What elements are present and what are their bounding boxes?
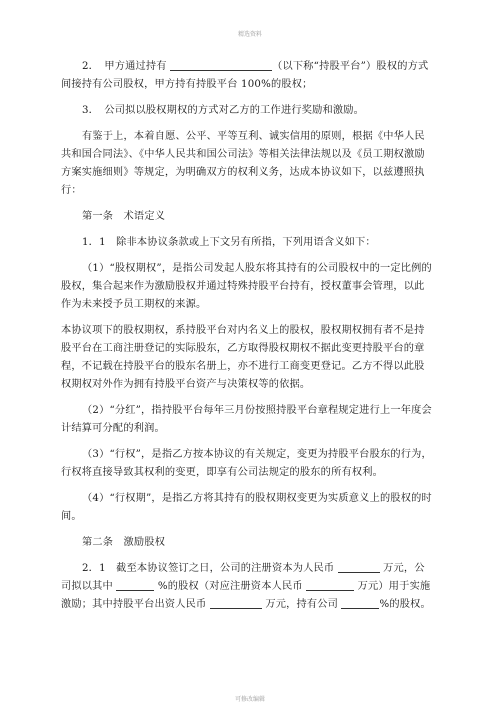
article-1-heading: 第一条 术语定义: [82, 211, 166, 222]
platform-name-blank: [170, 59, 272, 71]
clause-2-1-text-4: 万元）用于实施激励；其中持股平台出资人民币: [61, 581, 431, 610]
capital-amount-blank: [306, 579, 354, 591]
clause-2: [61, 58, 433, 94]
definition-exercise: （3）“行权”，是指乙方按本协议的有关规定，变更为持股平台股东的行为，行权将直接导致其权利的变更，即享有公司法规定的股东的所有权利。: [61, 449, 432, 478]
preamble-paragraph: 有鉴于上，本着自愿、公平、平等互利、诚实信用的原则，根据《中华人民共和国合同法》、《中华人民共和国公司法》等相关法律法规以及《员工期权激励方案实施细则》等规定，为明确双方的权利义务，达成本协议如下，以兹遵照执行：: [61, 131, 425, 196]
clause-2-1-text-3: %的股权（对应注册资本人民币: [154, 581, 307, 592]
platform-contribution-blank: [210, 597, 262, 609]
document-body: [61, 58, 433, 614]
clause-2-text-b: （以下称“持股平台”）股权的方式间接持有公司股权，甲方持有持股平台 100%的股权；: [61, 61, 429, 90]
clause-2-text-a: 2． 甲方通过持有: [82, 61, 171, 72]
clause-2-1-text-2: 万元，公司拟以其中: [61, 563, 425, 592]
registered-capital-blank: [338, 561, 380, 573]
definition-exercise-period: （4）“行权期”，是指乙方将其持有的股权期权变更为实质意义上的股权的时间。: [61, 493, 432, 522]
definition-intro: 1．1 除非本协议条款或上下文另有所指，下列用语含义如下：: [82, 237, 376, 248]
clause-2-1-text-1: 2．1 截至本协议签订之日，公司的注册资本为人民币: [82, 563, 338, 574]
holding-percent-blank: [341, 597, 379, 609]
clause-3: 3． 公司拟以股权期权的方式对乙方的工作进行奖励和激励。: [82, 105, 365, 116]
page-footer: 可修改编辑: [234, 696, 265, 703]
incentive-percent-blank: [116, 579, 154, 591]
article-2-heading: 第二条 激励股权: [82, 537, 166, 548]
page-header: 精选资料: [237, 31, 262, 38]
clause-2-1-text-5: 万元，持有公司: [261, 599, 342, 610]
definition-equity-option: （1）“股权期权”，是指公司发起人股东将其持有的公司股权中的一定比例的股权，集合起来作为激励股权并通过特殊持股平台持有，授权董事会管理，以此作为未来授予员工期权的来源。: [61, 263, 432, 310]
clause-2-1: [61, 560, 433, 614]
definition-dividend: （2）“分红”，指持股平台每年三月份按照持股平台章程规定进行上一年度会计结算可分配的利润。: [61, 405, 432, 434]
clause-2-1-text-6: %的股权。: [379, 599, 431, 610]
definition-equity-option-detail: 本协议项下的股权期权，系持股平台对内名义上的股权，股权期权拥有者不是持股平台在工商注册登记的实际股东，乙方取得股权期权不据此变更持股平台的章程，不记载在持股平台的股东名册上，亦不进行工商变更登记。乙方不得以此股权期权对外作为拥有持股平台资产与决策权等的依据。: [61, 325, 425, 390]
